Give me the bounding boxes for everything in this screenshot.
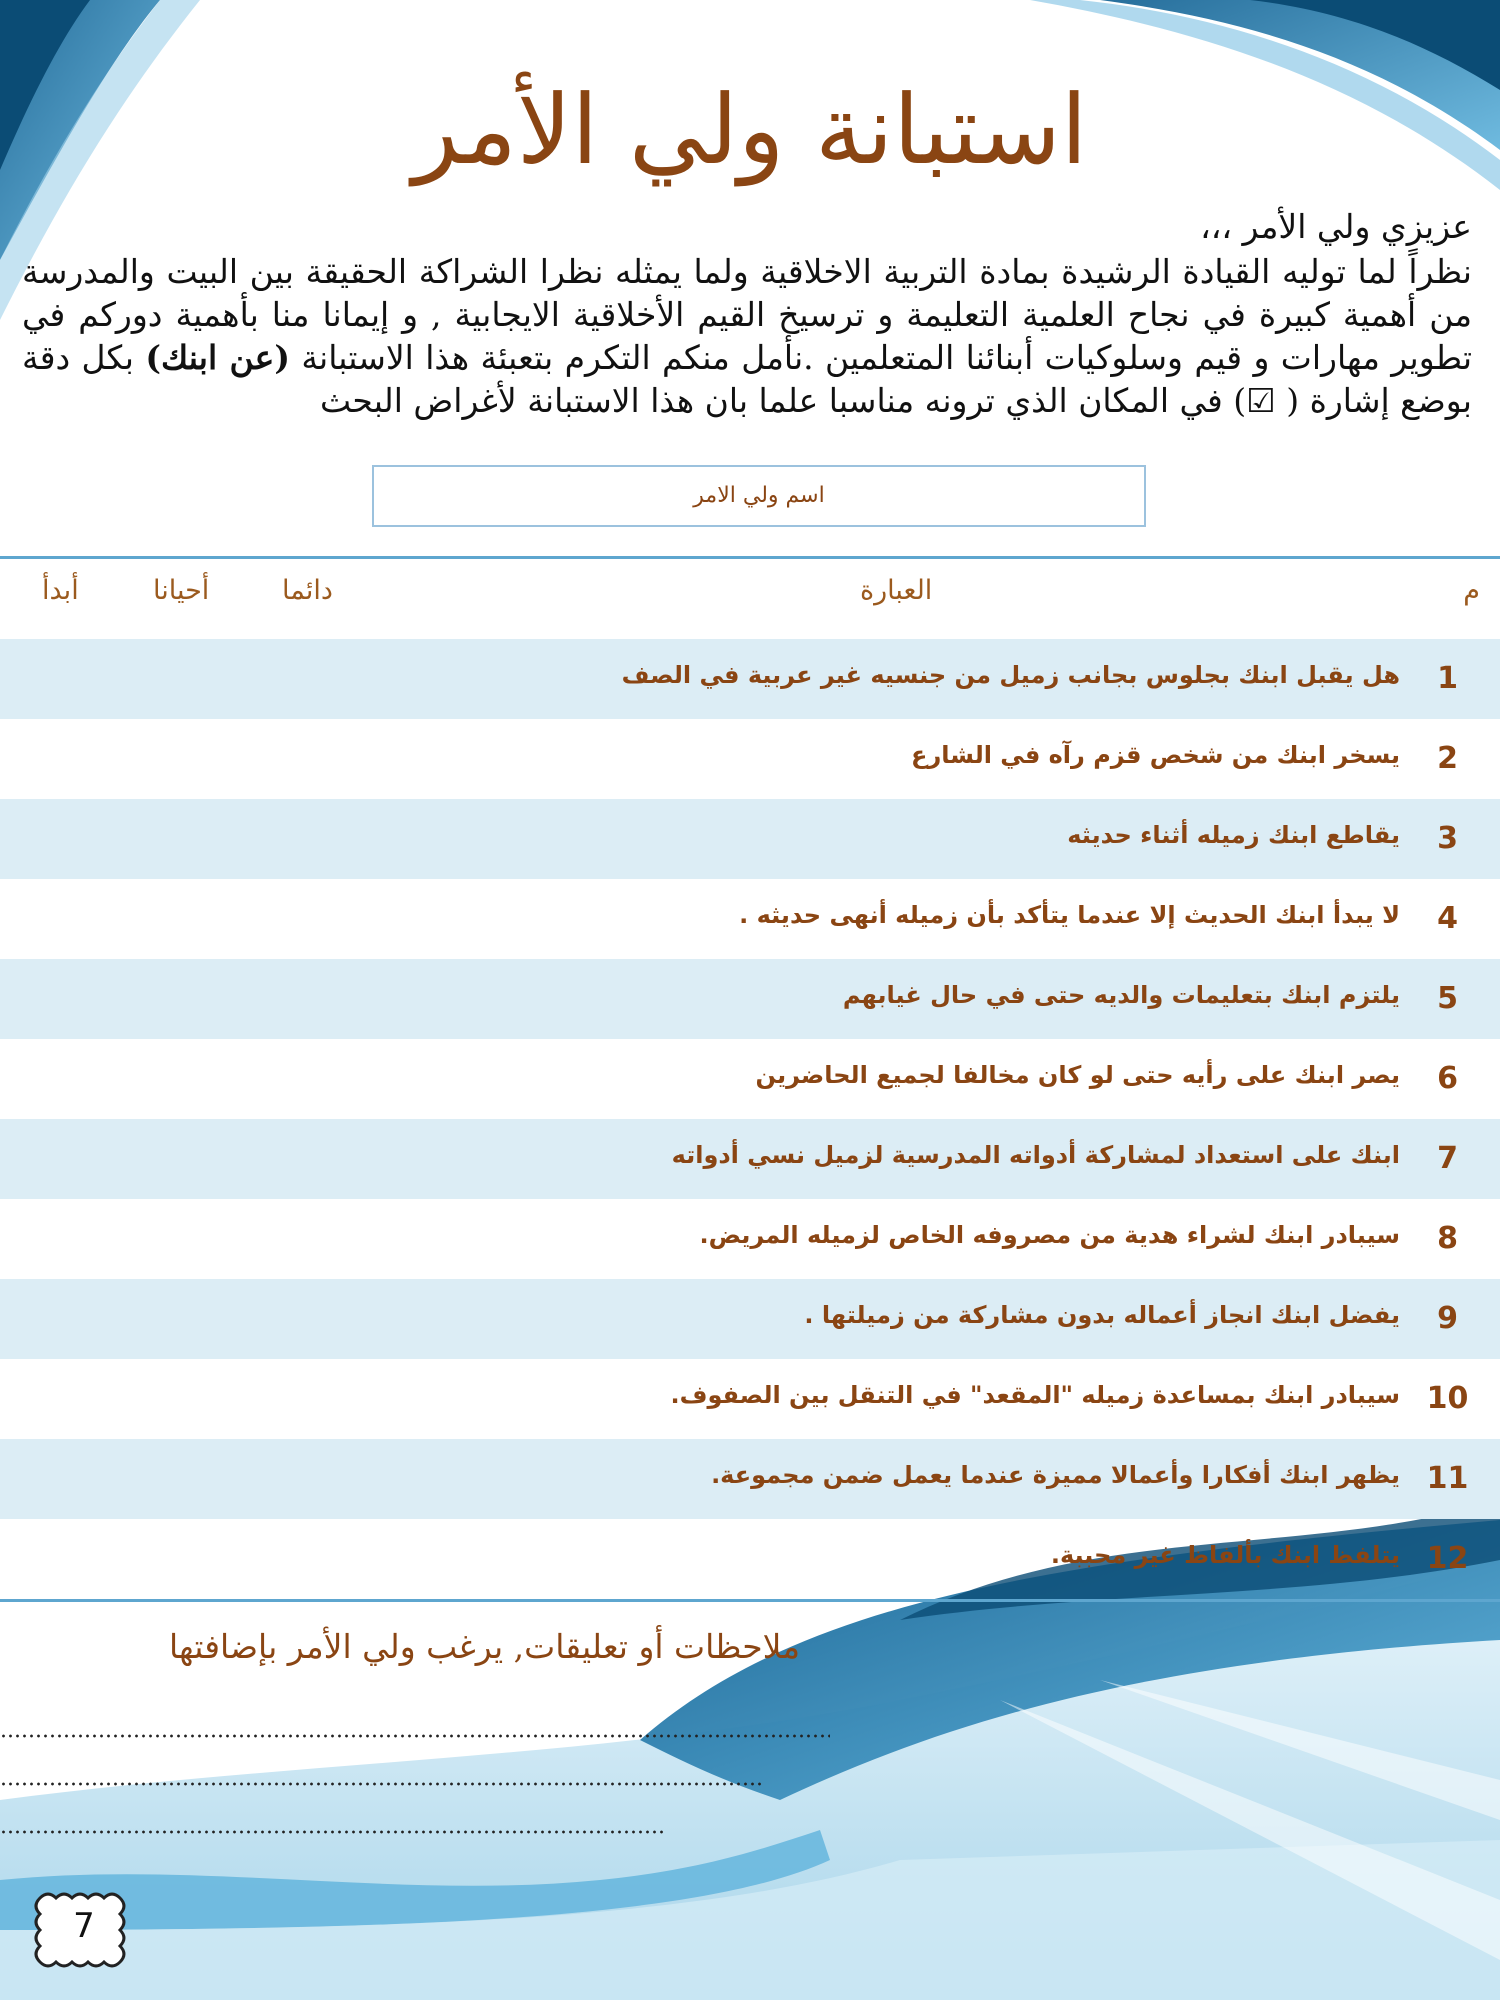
row-number: 8: [1437, 1221, 1458, 1256]
intro-body-bold: (عن ابنك): [145, 338, 290, 377]
row-number: 5: [1437, 981, 1458, 1016]
table-header: [0, 559, 1500, 639]
answer-cell-sometimes[interactable]: [130, 729, 240, 789]
survey-table: [0, 556, 1500, 1602]
answer-cell-sometimes[interactable]: [130, 1049, 240, 1109]
notes-line-3[interactable]: [0, 1830, 665, 1834]
answer-cell-never[interactable]: [15, 1369, 125, 1429]
header-always: دائما: [282, 575, 333, 606]
answer-cell-never[interactable]: [15, 1529, 125, 1589]
table-row: [0, 719, 1500, 799]
row-number: 9: [1437, 1301, 1458, 1336]
answer-cell-always[interactable]: [250, 1369, 360, 1429]
row-number: 1: [1437, 661, 1458, 696]
answer-cell-sometimes[interactable]: [130, 649, 240, 709]
answer-cell-always[interactable]: [250, 1289, 360, 1349]
answer-cell-never[interactable]: [15, 1449, 125, 1509]
row-statement: يقاطع ابنك زميله أثناء حديثه: [1067, 821, 1400, 849]
intro-body: [22, 250, 1472, 422]
answer-cell-sometimes[interactable]: [130, 969, 240, 1029]
answer-cell-always[interactable]: [250, 809, 360, 869]
row-statement: سيبادر ابنك بمساعدة زميله "المقعد" في التنقل بين الصفوف.: [670, 1381, 1400, 1409]
answer-cell-always[interactable]: [250, 1129, 360, 1189]
row-number: 3: [1437, 821, 1458, 856]
row-number: 4: [1437, 901, 1458, 936]
row-number: 7: [1437, 1141, 1458, 1176]
answer-cell-always[interactable]: [250, 1209, 360, 1269]
answer-cell-always[interactable]: [250, 1449, 360, 1509]
answer-cell-sometimes[interactable]: [130, 809, 240, 869]
page-title: استبانة ولي الأمر: [412, 74, 1088, 186]
row-statement: ابنك على استعداد لمشاركة أدواته المدرسية لزميل نسي أدواته: [671, 1141, 1400, 1169]
table-row: [0, 1519, 1500, 1599]
answer-cell-always[interactable]: [250, 1529, 360, 1589]
header-num: م: [1463, 575, 1480, 606]
answer-cell-sometimes[interactable]: [130, 1289, 240, 1349]
table-row: [0, 1279, 1500, 1359]
answer-cell-never[interactable]: [15, 649, 125, 709]
answer-cell-never[interactable]: [15, 1289, 125, 1349]
intro-greeting: عزيزي ولي الأمر ،،،: [1200, 207, 1472, 246]
answer-cell-sometimes[interactable]: [130, 1129, 240, 1189]
notes-line-2[interactable]: [0, 1782, 765, 1786]
answer-cell-always[interactable]: [250, 969, 360, 1029]
intro-body-text-2: بكل دقة بوضع إشارة ( ☑) في المكان الذي ترونه مناسبا علما بان هذا الاستبانة لأغراض البحث: [22, 338, 1472, 420]
answer-cell-never[interactable]: [15, 1129, 125, 1189]
answer-cell-sometimes[interactable]: [130, 1449, 240, 1509]
table-body: [0, 639, 1500, 1599]
row-statement: سيبادر ابنك لشراء هدية من مصروفه الخاص لزميله المريض.: [699, 1221, 1400, 1249]
answer-cell-never[interactable]: [15, 1049, 125, 1109]
answer-cell-always[interactable]: [250, 889, 360, 949]
answer-cell-sometimes[interactable]: [130, 1529, 240, 1589]
page-number: 7: [73, 1906, 95, 1946]
intro-paragraph: [22, 205, 1472, 422]
table-row: [0, 639, 1500, 719]
answer-cell-sometimes[interactable]: [130, 1369, 240, 1429]
answer-cell-always[interactable]: [250, 649, 360, 709]
answer-cell-sometimes[interactable]: [130, 889, 240, 949]
parent-name-field[interactable]: اسم ولي الامر: [372, 465, 1146, 527]
row-number: 11: [1426, 1461, 1469, 1496]
table-row: [0, 1119, 1500, 1199]
table-row: [0, 959, 1500, 1039]
row-number: 10: [1426, 1381, 1469, 1416]
answer-cell-always[interactable]: [250, 729, 360, 789]
answer-cell-never[interactable]: [15, 809, 125, 869]
row-statement: لا يبدأ ابنك الحديث إلا عندما يتأكد بأن زميله أنهى حديثه .: [739, 901, 1400, 929]
row-number: 2: [1437, 741, 1458, 776]
table-row: [0, 1439, 1500, 1519]
row-number: 12: [1426, 1541, 1469, 1576]
answer-cell-never[interactable]: [15, 1209, 125, 1269]
row-statement: هل يقبل ابنك بجلوس بجانب زميل من جنسيه غير عربية في الصف: [621, 661, 1400, 689]
row-statement: يتلفظ ابنك بألفاظ غير محببة.: [1050, 1541, 1400, 1569]
intro-body-text-1: نظراً لما توليه القيادة الرشيدة بمادة التربية الاخلاقية ولما يمثله نظرا الشراكة الحقيقة بين البيت والمدرسة من أهمية كبيرة في نجاح العلمية التعليمة و ترسيخ القيم الأخلاقية الايجابية , و إيمانا منا بأهمية دوركم في تطوير مهارات و قيم وسلوكيات أبنائنا المتعلمين .نأمل منكم التكرم بتعبئة هذا الاستبانة: [22, 252, 1472, 377]
header-sometimes: أحيانا: [153, 575, 210, 606]
answer-cell-never[interactable]: [15, 969, 125, 1029]
row-statement: يظهر ابنك أفكارا وأعمالا مميزة عندما يعمل ضمن مجموعة.: [711, 1461, 1400, 1489]
row-statement: يصر ابنك على رأيه حتى لو كان مخالفا لجميع الحاضرين: [755, 1061, 1400, 1089]
answer-cell-always[interactable]: [250, 1049, 360, 1109]
table-row: [0, 1359, 1500, 1439]
row-statement: يلتزم ابنك بتعليمات والديه حتى في حال غيابهم: [842, 981, 1400, 1009]
table-row: [0, 1199, 1500, 1279]
row-statement: يسخر ابنك من شخص قزم رآه في الشارع: [911, 741, 1400, 769]
row-number: 6: [1437, 1061, 1458, 1096]
header-statement: العبارة: [860, 575, 933, 606]
answer-cell-sometimes[interactable]: [130, 1209, 240, 1269]
answer-cell-never[interactable]: [15, 889, 125, 949]
row-statement: يفضل ابنك انجاز أعماله بدون مشاركة من زميلتها .: [804, 1301, 1400, 1329]
notes-title: ملاحظات أو تعليقات, يرغب ولي الأمر بإضافتها: [168, 1627, 800, 1666]
notes-line-1[interactable]: [0, 1734, 830, 1738]
header-never: أبدأ: [42, 575, 79, 606]
answer-cell-never[interactable]: [15, 729, 125, 789]
table-row: [0, 879, 1500, 959]
table-row: [0, 1039, 1500, 1119]
table-row: [0, 799, 1500, 879]
